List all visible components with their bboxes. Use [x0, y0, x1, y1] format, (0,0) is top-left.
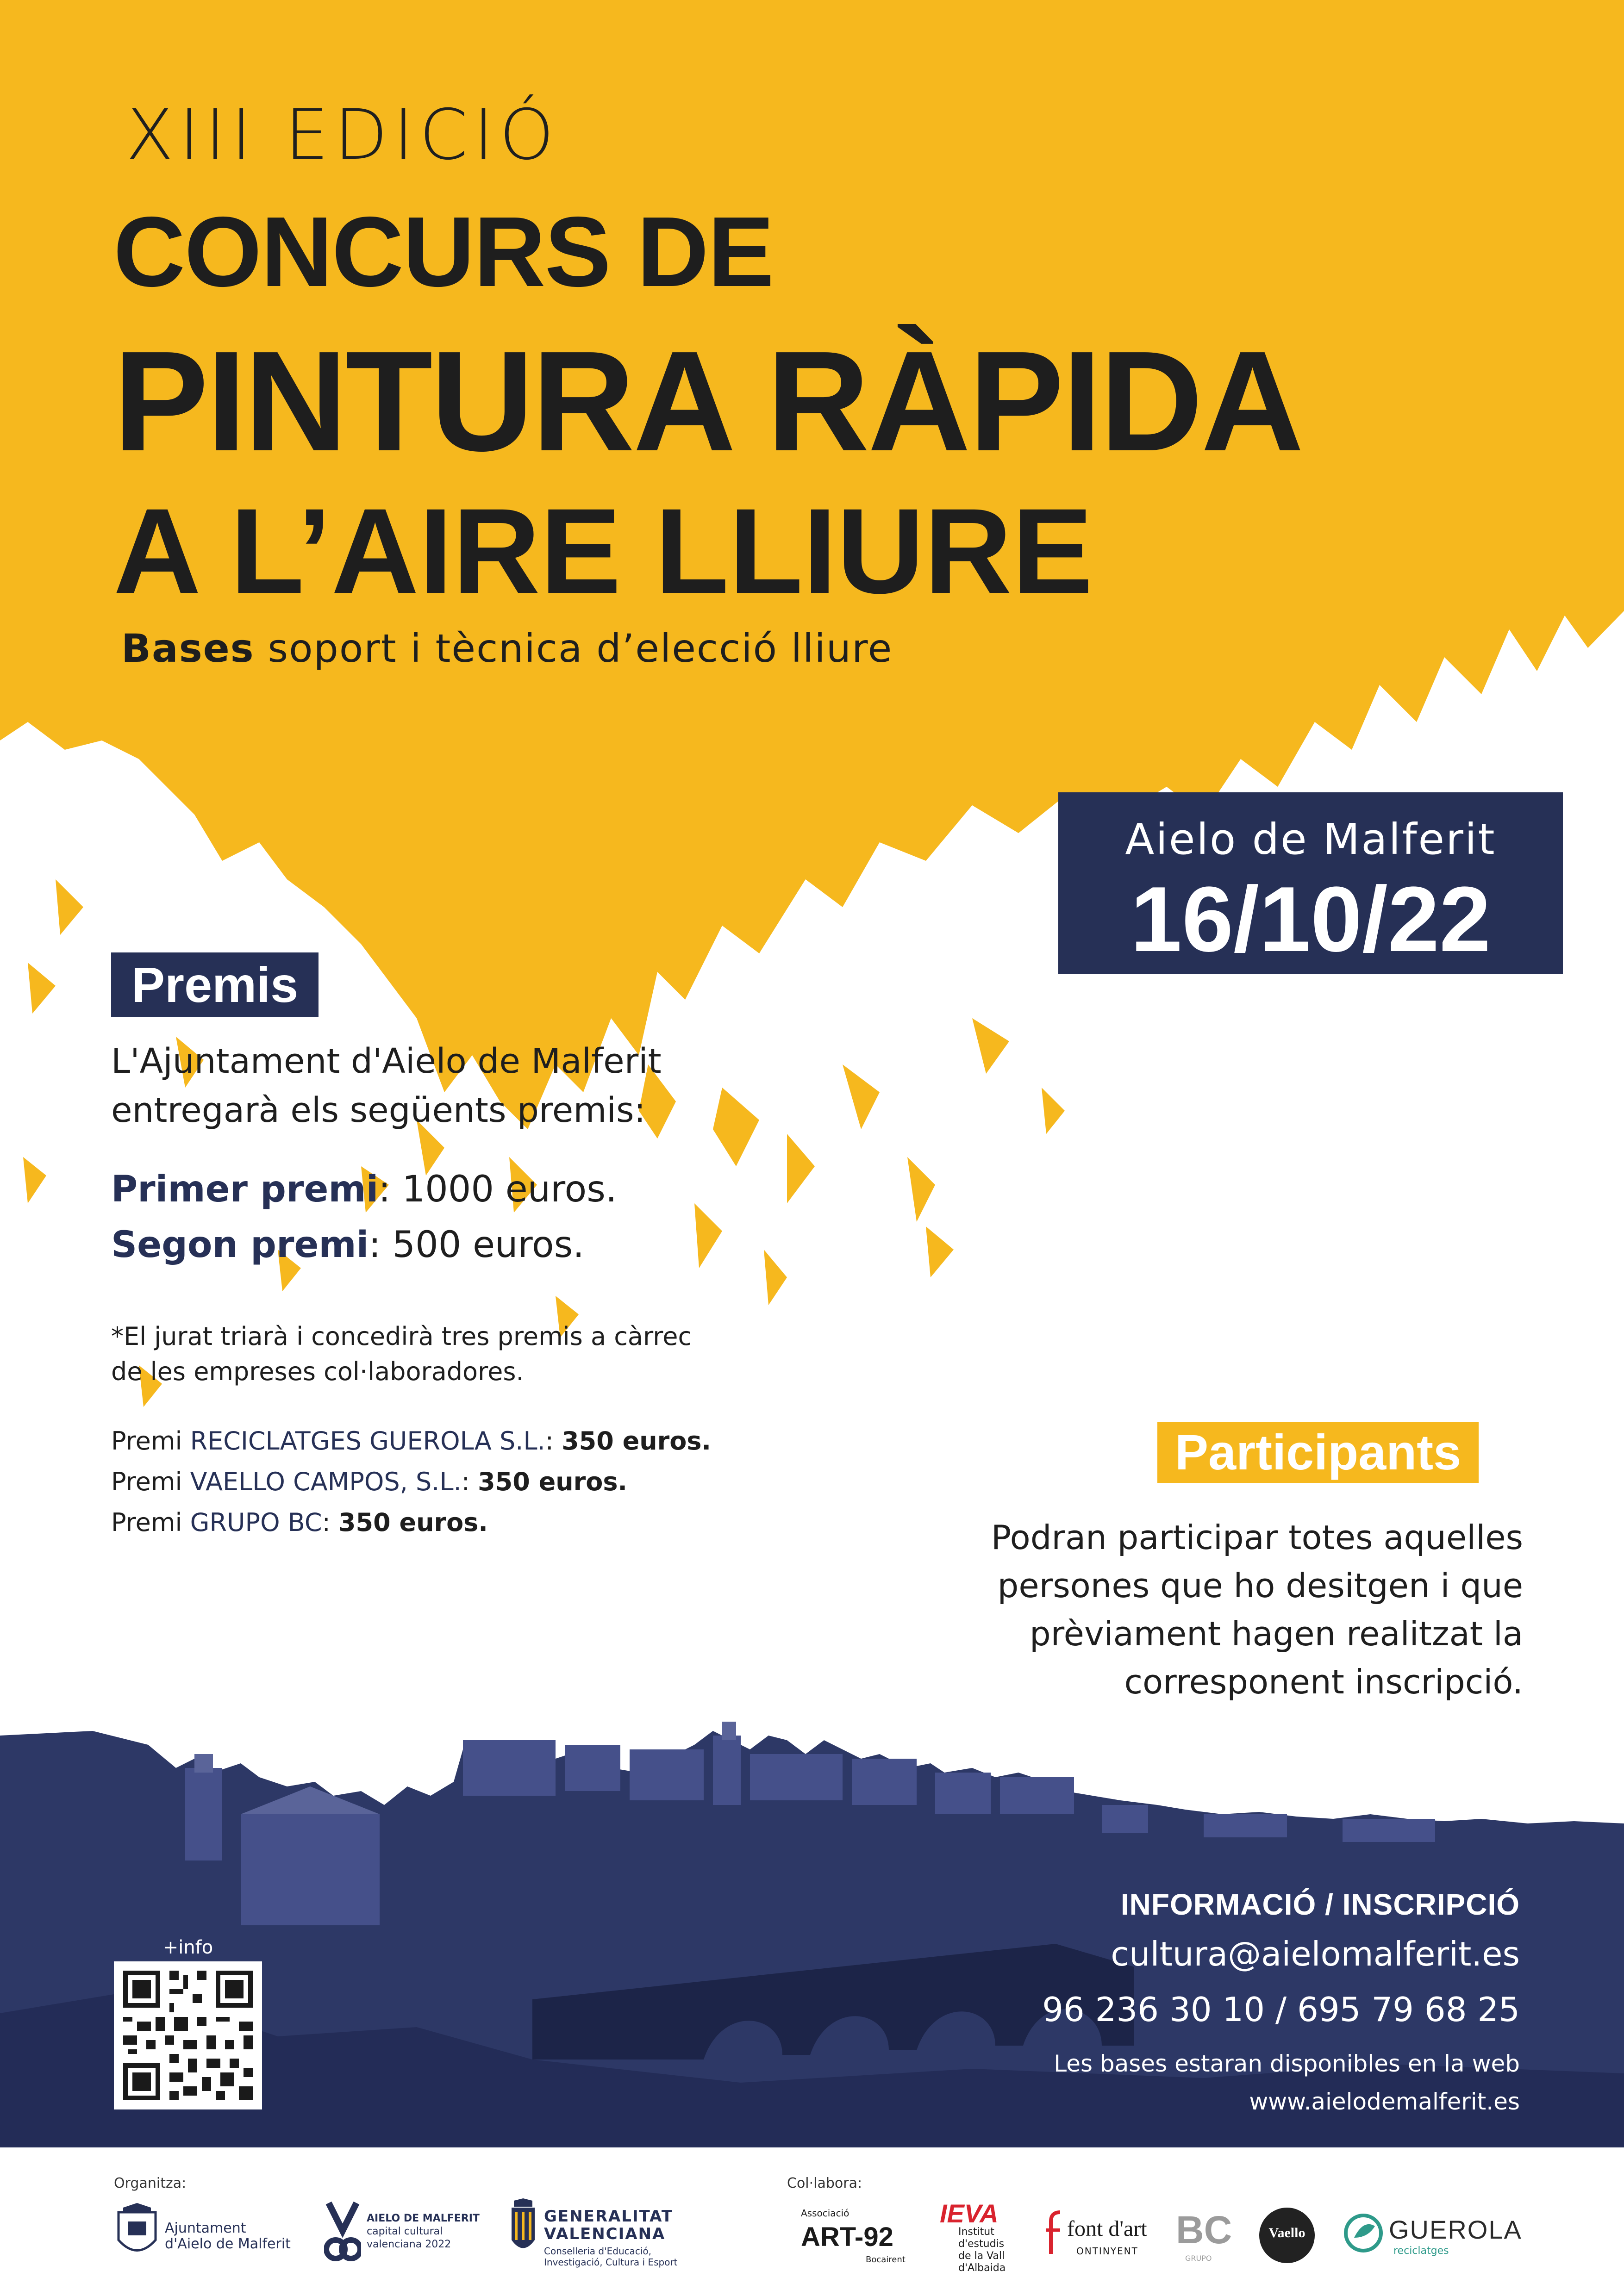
sponsor-sep: :	[461, 1467, 478, 1496]
qr-code[interactable]	[114, 1961, 262, 2109]
jury-note-line-2: de les empreses col·laboradores.	[111, 1357, 524, 1386]
sponsor-amount: 350 euros.	[478, 1467, 628, 1496]
participants-line-3: prèviament hagen realitzat la	[1029, 1614, 1523, 1653]
fontdart-logo	[1046, 2203, 1171, 2272]
participants-line-4: corresponent inscripció.	[1124, 1662, 1523, 1701]
sponsor-sep: :	[322, 1508, 338, 1537]
first-prize-label: Primer premi	[111, 1169, 379, 1210]
participants-line-1: Podran participar totes aquelles	[991, 1518, 1523, 1557]
sponsor-company: RECICLATGES GUEROLA S.L.	[190, 1426, 545, 1456]
title-line-3: A L’AIRE LLIURE	[113, 483, 1093, 619]
info-web[interactable]: www.aielodemalferit.es	[1249, 2088, 1520, 2115]
art92-name: ART-92	[801, 2222, 893, 2252]
sponsor-prefix: Premi	[111, 1426, 190, 1456]
jury-note	[111, 1319, 692, 1389]
ajuntament-logo	[114, 2203, 299, 2268]
title-line-2: PINTURA RÀPIDA	[113, 322, 1302, 481]
ajuntament-name-2: d'Aielo de Malferit	[165, 2236, 291, 2252]
bases-rest: soport i tècnica d’elecció lliure	[254, 626, 893, 671]
sponsor-prefix: Premi	[111, 1508, 190, 1537]
participants-line-2: persones que ho desitgen i que	[997, 1566, 1523, 1605]
premis-intro	[111, 1037, 662, 1135]
participants-text	[880, 1513, 1523, 1706]
ieva-line-1: Institut	[958, 2226, 994, 2238]
second-prize-value: : 500 euros.	[369, 1224, 585, 1266]
generalitat-crest-icon	[509, 2198, 537, 2259]
coat-of-arms-icon	[114, 2203, 160, 2263]
sponsor-prize	[111, 1426, 711, 1456]
date-box	[1058, 792, 1563, 974]
vaello-name: Vaello	[1268, 2225, 1305, 2240]
bc-sub: GRUPO	[1185, 2254, 1212, 2263]
vaello-logo	[1259, 2208, 1315, 2263]
sponsor-sep: :	[545, 1426, 562, 1456]
capital-name-1: AIELO DE MALFERIT	[367, 2213, 480, 2224]
participants-heading: Participants	[1157, 1422, 1479, 1483]
info-note: Les bases estaran disponibles en la web	[1054, 2050, 1520, 2077]
sponsor-company: VAELLO CAMPOS, S.L.	[190, 1467, 462, 1496]
ieva-line-4: d'Albaida	[958, 2262, 1006, 2274]
fontdart-name: font d'art	[1067, 2216, 1147, 2241]
ieva-line-2: d'estudis	[958, 2238, 1005, 2250]
second-prize	[111, 1224, 584, 1266]
title-line-1: CONCURS DE	[113, 196, 774, 307]
generalitat-logo	[509, 2198, 741, 2277]
first-prize-value: : 1000 euros.	[378, 1169, 617, 1210]
capital-cultural-icon	[324, 2198, 361, 2268]
ajuntament-name-1: Ajuntament	[165, 2220, 246, 2236]
guerola-name: GUEROLA	[1389, 2215, 1522, 2244]
event-place: Aielo de Malferit	[1125, 815, 1496, 864]
first-prize	[111, 1169, 617, 1210]
capital-cultural-logo	[324, 2198, 500, 2272]
ieva-line-3: de la Vall	[958, 2250, 1005, 2262]
info-title: INFORMACIÓ / INSCRIPCIÓ	[1120, 1888, 1520, 1921]
bases-subtitle	[121, 626, 893, 671]
capital-name-3: valenciana 2022	[367, 2239, 451, 2250]
organitza-label: Organitza:	[114, 2175, 187, 2191]
info-phones: 96 236 30 10 / 695 79 68 25	[1042, 1990, 1520, 2029]
gva-dept-2: Investigació, Cultura i Esport	[544, 2257, 678, 2268]
info-email[interactable]: cultura@aielomalferit.es	[1111, 1935, 1520, 1973]
gva-name-2: VALENCIANA	[544, 2225, 666, 2243]
ieva-name: IEVA	[940, 2199, 999, 2228]
capital-name-2: capital cultural	[367, 2226, 443, 2237]
qr-label: +info	[162, 1937, 213, 1958]
fontdart-mark-icon	[1046, 2208, 1065, 2259]
guerola-logo	[1343, 2210, 1528, 2265]
guerola-leaf-icon	[1343, 2212, 1384, 2254]
qr-code-icon	[114, 1961, 262, 2109]
art92-sub: Bocairent	[866, 2255, 906, 2265]
sponsor-amount: 350 euros.	[562, 1426, 712, 1456]
art92-logo	[796, 2203, 917, 2272]
ieva-logo	[935, 2198, 1037, 2282]
sponsor-prize	[111, 1508, 488, 1537]
collabora-label: Col·labora:	[787, 2175, 862, 2191]
jury-note-line-1: *El jurat triarà i concedirà tres premis a càrrec	[111, 1322, 692, 1351]
art92-small: Associació	[801, 2208, 849, 2219]
fontdart-sub: ONTINYENT	[1076, 2246, 1138, 2257]
event-date: 16/10/22	[1130, 868, 1491, 971]
premis-heading: Premis	[111, 952, 319, 1017]
sponsor-prefix: Premi	[111, 1467, 190, 1496]
sponsor-prize	[111, 1467, 627, 1496]
sponsor-company: GRUPO BC	[190, 1508, 322, 1537]
sponsor-amount: 350 euros.	[338, 1508, 488, 1537]
bases-bold: Bases	[121, 626, 255, 671]
bc-name: BC	[1176, 2208, 1232, 2252]
gva-dept-1: Conselleria d'Educació,	[544, 2246, 652, 2257]
gva-name-1: GENERALITAT	[544, 2207, 674, 2226]
second-prize-label: Segon premi	[111, 1224, 369, 1266]
premis-intro-line-2: entregarà els següents premis:	[111, 1090, 646, 1130]
premis-intro-line-1: L'Ajuntament d'Aielo de Malferit	[111, 1041, 662, 1081]
edition-label: XIII EDICIÓ	[126, 95, 560, 175]
guerola-sub: reciclatges	[1393, 2245, 1449, 2257]
grupo-bc-logo	[1176, 2208, 1236, 2268]
